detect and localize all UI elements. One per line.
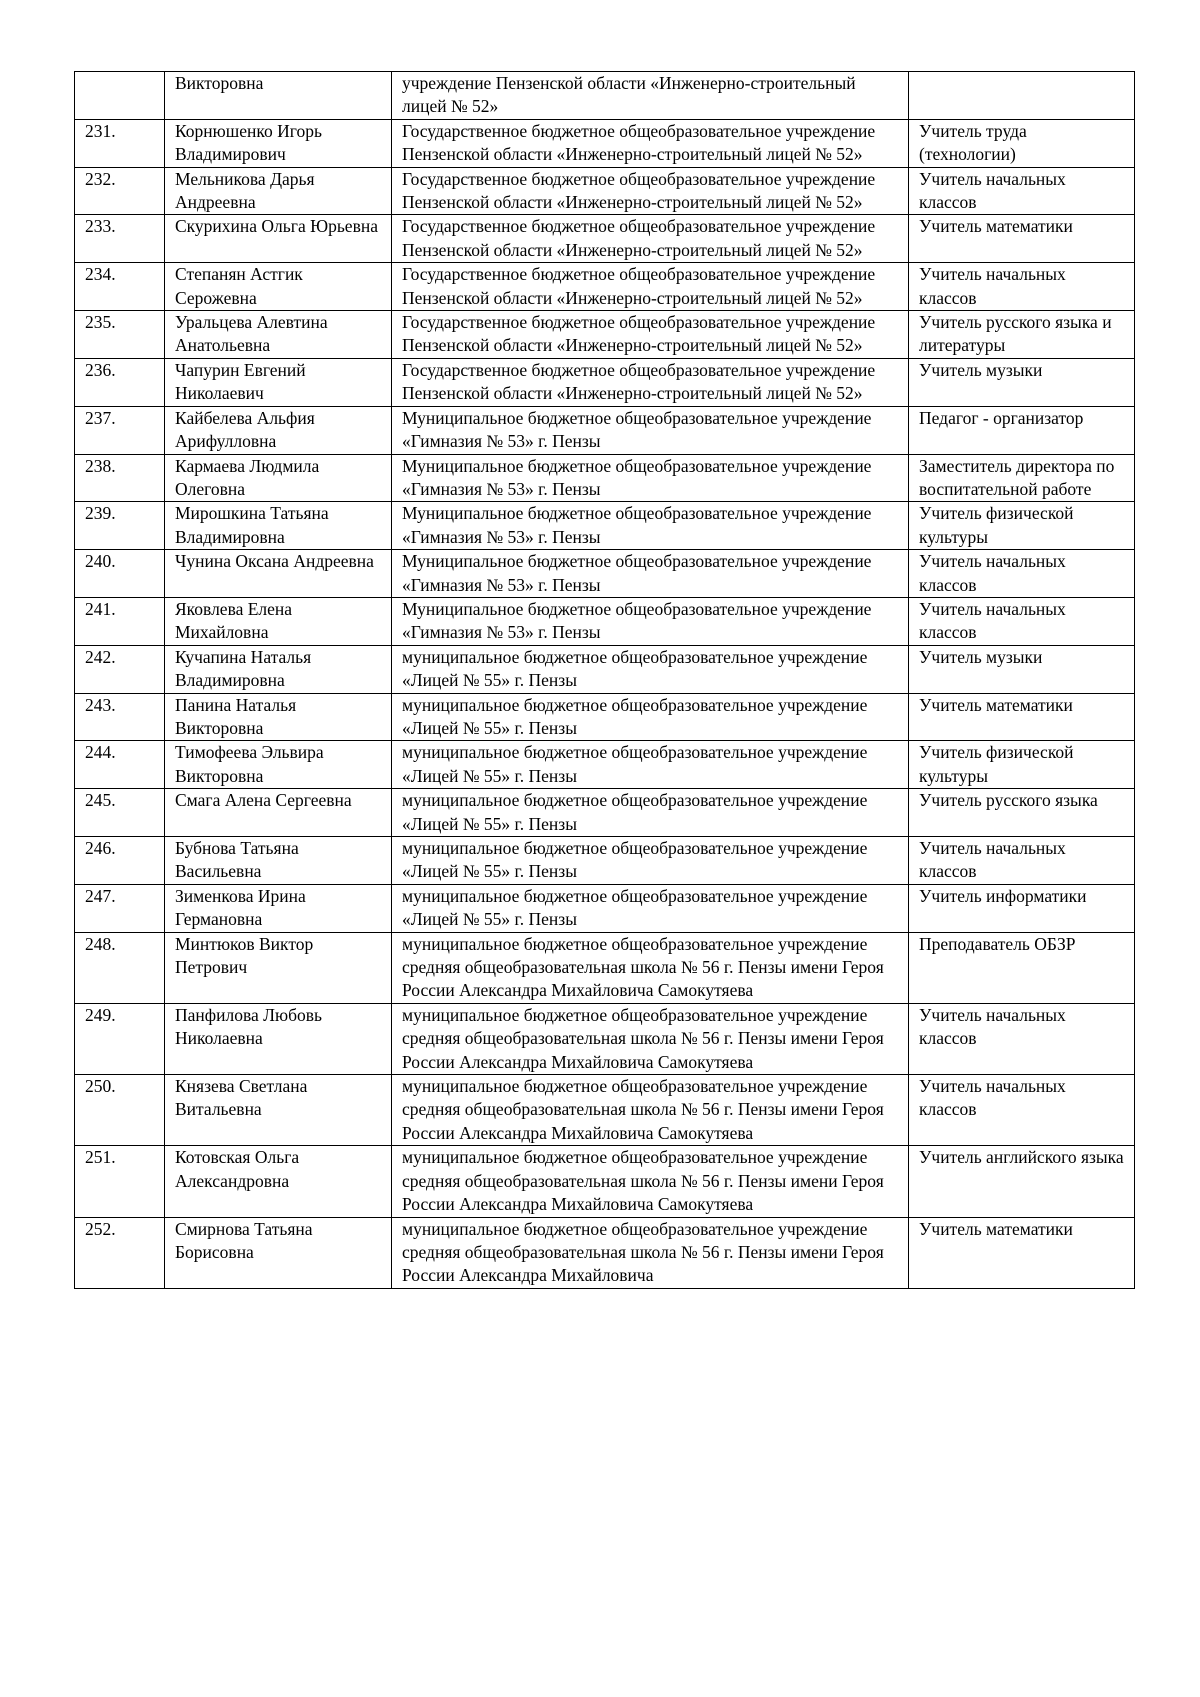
position-cell: Учитель музыки [909,645,1135,693]
row-number-cell: 243. [75,693,165,741]
full-name-cell: Панина Наталья Викторовна [165,693,392,741]
position-cell: Учитель математики [909,215,1135,263]
row-number-cell: 235. [75,311,165,359]
full-name-cell: Степанян Астгик Серожевна [165,263,392,311]
organization-cell: Государственное бюджетное общеобразовательное учреждение Пензенской области «Инженерно-строительный лицей № 52» [392,358,909,406]
row-number-cell: 240. [75,550,165,598]
organization-cell: муниципальное бюджетное общеобразовательное учреждение «Лицей № 55» г. Пензы [392,837,909,885]
organization-cell: муниципальное бюджетное общеобразовательное учреждение «Лицей № 55» г. Пензы [392,693,909,741]
full-name-cell: Князева Светлана Витальевна [165,1075,392,1146]
organization-cell: Муниципальное бюджетное общеобразовательное учреждение «Гимназия № 53» г. Пензы [392,454,909,502]
full-name-cell: Бубнова Татьяна Васильевна [165,837,392,885]
organization-cell: муниципальное бюджетное общеобразовательное учреждение «Лицей № 55» г. Пензы [392,789,909,837]
row-number-cell: 241. [75,597,165,645]
document-page [74,71,1134,1289]
full-name-cell: Чапурин Евгений Николаевич [165,358,392,406]
table-row [75,167,1135,215]
table-row [75,789,1135,837]
position-cell: Учитель труда (технологии) [909,119,1135,167]
position-cell: Учитель информатики [909,884,1135,932]
table-row [75,884,1135,932]
full-name-cell: Тимофеева Эльвира Викторовна [165,741,392,789]
organization-cell: муниципальное бюджетное общеобразовательное учреждение средняя общеобразовательная школа № 56 г. Пензы имени Героя России Александра Михайловича Самокутяева [392,1075,909,1146]
full-name-cell: Кучапина Наталья Владимировна [165,645,392,693]
table-row [75,454,1135,502]
full-name-cell: Уральцева Алевтина Анатольевна [165,311,392,359]
row-number-cell: 246. [75,837,165,885]
table-row [75,1075,1135,1146]
full-name-cell: Мельникова Дарья Андреевна [165,167,392,215]
table-row [75,1217,1135,1288]
position-cell: Учитель русского языка и литературы [909,311,1135,359]
table-row [75,358,1135,406]
organization-cell: Государственное бюджетное общеобразовательное учреждение Пензенской области «Инженерно-строительный лицей № 52» [392,263,909,311]
row-number-cell: 238. [75,454,165,502]
organization-cell: Государственное бюджетное общеобразовательное учреждение Пензенской области «Инженерно-строительный лицей № 52» [392,215,909,263]
full-name-cell: Яковлева Елена Михайловна [165,597,392,645]
full-name-cell: Панфилова Любовь Николаевна [165,1003,392,1074]
position-cell: Учитель физической культуры [909,741,1135,789]
row-number-cell: 236. [75,358,165,406]
table-row [75,263,1135,311]
position-cell [909,72,1135,120]
row-number-cell: 234. [75,263,165,311]
position-cell: Учитель начальных классов [909,1075,1135,1146]
row-number-cell: 251. [75,1146,165,1217]
organization-cell: Муниципальное бюджетное общеобразовательное учреждение «Гимназия № 53» г. Пензы [392,597,909,645]
organization-cell: Муниципальное бюджетное общеобразовательное учреждение «Гимназия № 53» г. Пензы [392,550,909,598]
table-row [75,1003,1135,1074]
organization-cell: Муниципальное бюджетное общеобразовательное учреждение «Гимназия № 53» г. Пензы [392,502,909,550]
row-number-cell: 231. [75,119,165,167]
full-name-cell: Котовская Ольга Александровна [165,1146,392,1217]
full-name-cell: Кармаева Людмила Олеговна [165,454,392,502]
full-name-cell: Чунина Оксана Андреевна [165,550,392,598]
table-row [75,119,1135,167]
table-row [75,72,1135,120]
table-row [75,215,1135,263]
position-cell: Учитель начальных классов [909,597,1135,645]
full-name-cell: Минтюков Виктор Петрович [165,932,392,1003]
position-cell: Учитель начальных классов [909,263,1135,311]
row-number-cell [75,72,165,120]
position-cell: Учитель физической культуры [909,502,1135,550]
table-row [75,597,1135,645]
full-name-cell: Зименкова Ирина Германовна [165,884,392,932]
row-number-cell: 233. [75,215,165,263]
full-name-cell: Мирошкина Татьяна Владимировна [165,502,392,550]
position-cell: Учитель математики [909,1217,1135,1288]
organization-cell: муниципальное бюджетное общеобразовательное учреждение средняя общеобразовательная школа № 56 г. Пензы имени Героя России Александра Михайловича Самокутяева [392,932,909,1003]
row-number-cell: 237. [75,406,165,454]
row-number-cell: 252. [75,1217,165,1288]
table-row [75,1146,1135,1217]
row-number-cell: 249. [75,1003,165,1074]
row-number-cell: 248. [75,932,165,1003]
position-cell: Учитель математики [909,693,1135,741]
organization-cell: муниципальное бюджетное общеобразовательное учреждение «Лицей № 55» г. Пензы [392,645,909,693]
table-row [75,837,1135,885]
position-cell: Учитель начальных классов [909,550,1135,598]
position-cell: Учитель начальных классов [909,167,1135,215]
position-cell: Преподаватель ОБЗР [909,932,1135,1003]
organization-cell: Государственное бюджетное общеобразовательное учреждение Пензенской области «Инженерно-строительный лицей № 52» [392,119,909,167]
position-cell: Учитель начальных классов [909,837,1135,885]
table-row [75,406,1135,454]
organization-cell: муниципальное бюджетное общеобразовательное учреждение средняя общеобразовательная школа № 56 г. Пензы имени Героя России Александра Михайловича Самокутяева [392,1146,909,1217]
position-cell: Учитель английского языка [909,1146,1135,1217]
staff-table-body [75,72,1135,1289]
position-cell: Учитель начальных классов [909,1003,1135,1074]
organization-cell: муниципальное бюджетное общеобразовательное учреждение средняя общеобразовательная школа № 56 г. Пензы имени Героя России Александра Михайловича [392,1217,909,1288]
position-cell: Учитель русского языка [909,789,1135,837]
row-number-cell: 247. [75,884,165,932]
organization-cell: Государственное бюджетное общеобразовательное учреждение Пензенской области «Инженерно-строительный лицей № 52» [392,167,909,215]
position-cell: Педагог - организатор [909,406,1135,454]
row-number-cell: 244. [75,741,165,789]
row-number-cell: 245. [75,789,165,837]
row-number-cell: 239. [75,502,165,550]
row-number-cell: 242. [75,645,165,693]
table-row [75,693,1135,741]
full-name-cell: Скурихина Ольга Юрьевна [165,215,392,263]
full-name-cell: Смирнова Татьяна Борисовна [165,1217,392,1288]
organization-cell: Муниципальное бюджетное общеобразовательное учреждение «Гимназия № 53» г. Пензы [392,406,909,454]
organization-cell: учреждение Пензенской области «Инженерно-строительный лицей № 52» [392,72,909,120]
full-name-cell: Кайбелева Альфия Арифулловна [165,406,392,454]
table-row [75,741,1135,789]
staff-table [74,71,1135,1289]
table-row [75,932,1135,1003]
organization-cell: муниципальное бюджетное общеобразовательное учреждение средняя общеобразовательная школа № 56 г. Пензы имени Героя России Александра Михайловича Самокутяева [392,1003,909,1074]
full-name-cell: Корнюшенко Игорь Владимирович [165,119,392,167]
organization-cell: муниципальное бюджетное общеобразовательное учреждение «Лицей № 55» г. Пензы [392,741,909,789]
table-row [75,502,1135,550]
row-number-cell: 232. [75,167,165,215]
table-row [75,311,1135,359]
organization-cell: Государственное бюджетное общеобразовательное учреждение Пензенской области «Инженерно-строительный лицей № 52» [392,311,909,359]
full-name-cell: Викторовна [165,72,392,120]
position-cell: Учитель музыки [909,358,1135,406]
position-cell: Заместитель директора по воспитательной работе [909,454,1135,502]
full-name-cell: Смага Алена Сергеевна [165,789,392,837]
table-row [75,645,1135,693]
table-row [75,550,1135,598]
row-number-cell: 250. [75,1075,165,1146]
organization-cell: муниципальное бюджетное общеобразовательное учреждение «Лицей № 55» г. Пензы [392,884,909,932]
